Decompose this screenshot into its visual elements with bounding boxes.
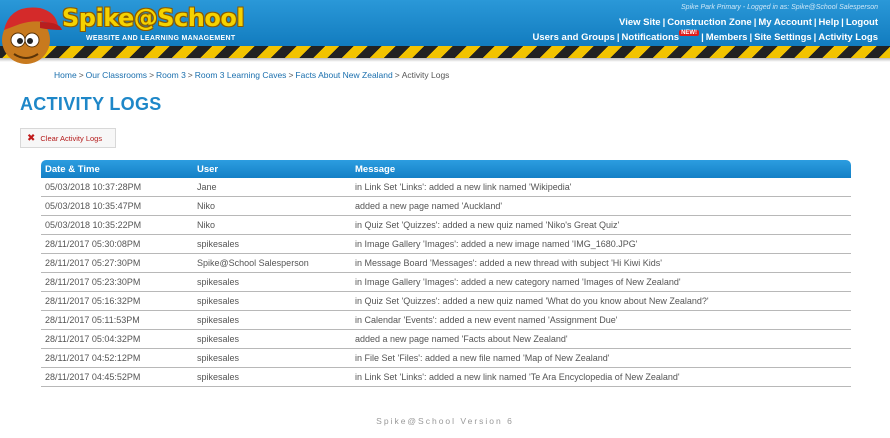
cell-message: in Calendar 'Events': added a new event named 'Assignment Due' [355, 315, 618, 325]
activity-log-table [41, 160, 851, 387]
nav-my-account[interactable]: My Account [758, 17, 812, 28]
cell-datetime: 28/11/2017 05:04:32PM [45, 334, 141, 344]
nav-users-groups[interactable]: Users and Groups [532, 32, 615, 43]
cell-message: added a new page named 'Facts about New Zealand' [355, 334, 568, 344]
cell-message: in Quiz Set 'Quizzes': added a new quiz named 'Niko's Great Quiz' [355, 220, 620, 230]
table-row [41, 178, 851, 197]
cell-datetime: 28/11/2017 05:23:30PM [45, 277, 141, 287]
cell-message: added a new page named 'Auckland' [355, 201, 503, 211]
footer-version: Spike@School Version 6 [376, 416, 514, 426]
cell-user: spikesales [197, 277, 240, 287]
cell-datetime: 05/03/2018 10:37:28PM [45, 182, 142, 192]
site-logo[interactable] [62, 4, 245, 46]
page-title: ACTIVITY LOGS [20, 94, 162, 114]
mascot-icon [0, 0, 62, 66]
cell-datetime: 05/03/2018 10:35:22PM [45, 220, 142, 230]
cell-datetime: 28/11/2017 05:30:08PM [45, 239, 141, 249]
nav-activity-logs[interactable]: Activity Logs [818, 32, 878, 43]
table-row [41, 197, 851, 216]
admin-nav: Users and Groups | Notifications NEW! | Members | Site Settings | Activity Logs [532, 30, 878, 43]
logo-text: Spike@School [62, 4, 245, 32]
clear-activity-logs-button[interactable] [20, 128, 116, 148]
table-body [41, 178, 851, 387]
cell-datetime: 28/11/2017 04:45:52PM [45, 372, 141, 382]
table-row [41, 273, 851, 292]
cell-message: in Link Set 'Links': added a new link named 'Te Ara Encyclopedia of New Zealand' [355, 372, 680, 382]
column-header-user: User [197, 163, 219, 175]
cell-user: spikesales [197, 296, 240, 306]
breadcrumb-room-3[interactable]: Room 3 [156, 70, 186, 80]
nav-members[interactable]: Members [705, 32, 748, 43]
nav-construction-zone[interactable]: Construction Zone [667, 17, 752, 28]
table-row [41, 216, 851, 235]
cell-user: spikesales [197, 315, 240, 325]
logo-subtitle: WEBSITE AND LEARNING MANAGEMENT [86, 35, 236, 42]
cell-datetime: 28/11/2017 05:27:30PM [45, 258, 141, 268]
cell-datetime: 05/03/2018 10:35:47PM [45, 201, 142, 211]
cell-user: Niko [197, 201, 216, 211]
cell-user: Spike@School Salesperson [197, 258, 309, 268]
cell-user: spikesales [197, 353, 240, 363]
cell-message: in Quiz Set 'Quizzes': added a new quiz named 'What do you know about New Zealand?' [355, 296, 709, 306]
nav-help[interactable]: Help [818, 17, 840, 28]
cell-message: in File Set 'Files': added a new file named 'Map of New Zealand' [355, 353, 610, 363]
cell-user: spikesales [197, 372, 240, 382]
table-row [41, 349, 851, 368]
cell-user: spikesales [197, 239, 240, 249]
nav-view-site[interactable]: View Site [619, 17, 661, 28]
nav-site-settings[interactable]: Site Settings [754, 32, 812, 43]
cell-datetime: 28/11/2017 05:16:32PM [45, 296, 141, 306]
new-badge: NEW! [681, 30, 698, 36]
table-row [41, 368, 851, 387]
nav-logout[interactable]: Logout [845, 17, 878, 28]
cell-user: spikesales [197, 334, 240, 344]
cell-datetime: 28/11/2017 04:52:12PM [45, 353, 141, 363]
cell-user: Niko [197, 220, 216, 230]
table-row [41, 292, 851, 311]
login-info: Spike Park Primary - Logged in as: Spike@School Salesperson [681, 4, 878, 11]
x-icon: ✖ [27, 132, 36, 144]
hazard-stripe [0, 46, 890, 58]
cell-datetime: 28/11/2017 05:11:53PM [45, 315, 140, 325]
cell-message: in Link Set 'Links': added a new link named 'Wikipedia' [355, 182, 572, 192]
table-row [41, 235, 851, 254]
table-header [41, 160, 851, 178]
cell-message: in Message Board 'Messages': added a new thread with subject 'Hi Kiwi Kids' [355, 258, 663, 268]
cell-user: Jane [197, 182, 217, 192]
cell-message: in Image Gallery 'Images': added a new image named 'IMG_1680.JPG' [355, 239, 638, 249]
breadcrumb-facts-nz[interactable]: Facts About New Zealand [295, 70, 393, 80]
hazard-shadow [0, 58, 890, 62]
top-nav: View Site | Construction Zone | My Account | Help | Logout [619, 17, 878, 28]
column-header-message: Message [355, 163, 396, 175]
breadcrumb-home[interactable]: Home [54, 70, 77, 80]
breadcrumb: Home > Our Classrooms > Room 3 > Room 3 Learning Caves > Facts About New Zealand > Activity Logs [54, 70, 450, 80]
table-row [41, 311, 851, 330]
table-row [41, 330, 851, 349]
nav-notifications[interactable]: Notifications [621, 32, 680, 43]
cell-message: in Image Gallery 'Images': added a new category named 'Images of New Zealand' [355, 277, 681, 287]
breadcrumb-current: Activity Logs [401, 70, 450, 80]
column-header-datetime: Date & Time [45, 163, 100, 175]
table-row [41, 254, 851, 273]
clear-button-label: Clear Activity Logs [40, 133, 103, 143]
breadcrumb-our-classrooms[interactable]: Our Classrooms [85, 70, 148, 80]
breadcrumb-learning-caves[interactable]: Room 3 Learning Caves [194, 70, 287, 80]
